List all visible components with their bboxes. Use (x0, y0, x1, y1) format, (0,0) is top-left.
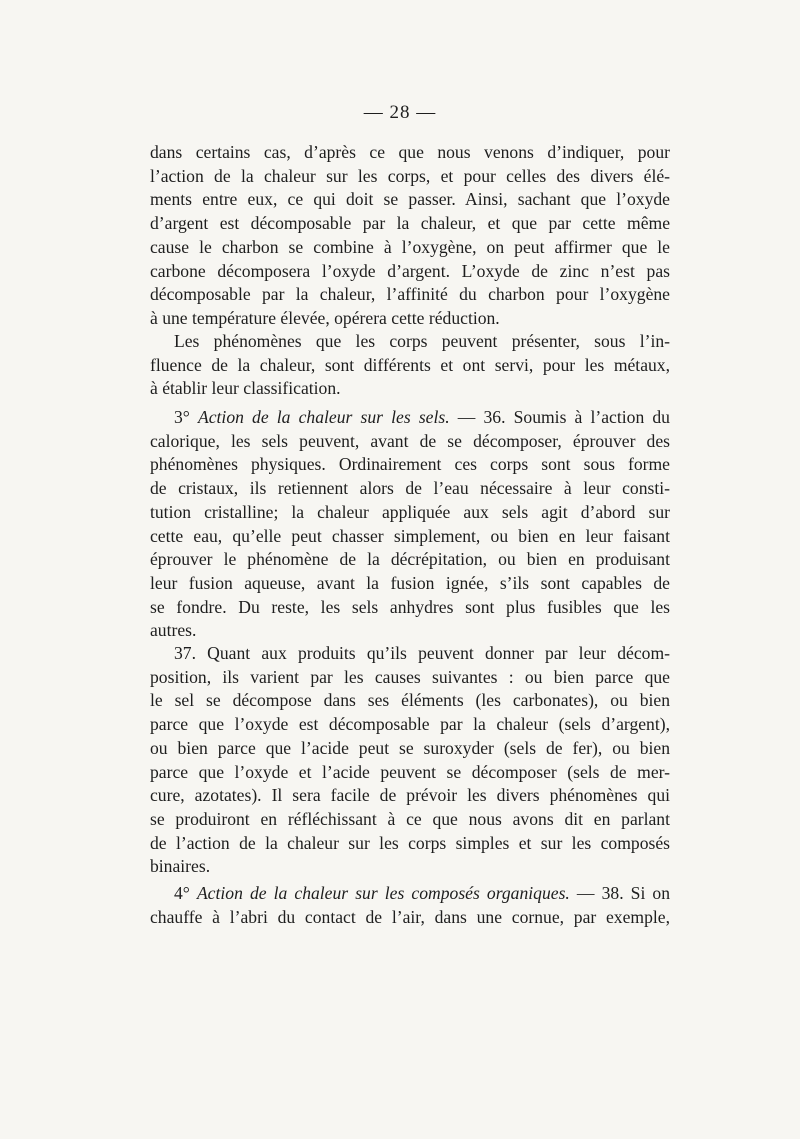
section-number: 4° (174, 883, 190, 903)
text-line: dans certains cas, d’après ce que nous venons d’indiquer, pour (150, 142, 670, 162)
text-line: parce que l’oxyde est décomposable par la chaleur (sels d’argent), (150, 714, 670, 735)
text-line: cure, azotates). Il sera facile de prévoir les divers phénomènes qui (150, 785, 670, 806)
text-line: Les phénomènes que les corps peuvent présenter, sous l’in- (174, 331, 670, 351)
text-line: l’action de la chaleur sur les corps, et pour celles des divers élé- (150, 165, 670, 186)
section-heading-rest: — 36. Soumis à l’action du (457, 407, 670, 427)
text-line: chauffe à l’abri du contact de l’air, dans une cornue, par exemple, (150, 906, 670, 927)
paragraph-2 (150, 330, 670, 401)
text-line: à une température élevée, opérera cette réduction. (150, 307, 500, 328)
text-line: éprouver le phénomène de la décrépitation, ou bien en produisant (150, 549, 670, 570)
text-line: cette eau, qu’elle peut chasser simplement, ou bien en leur faisant (150, 525, 670, 546)
text-line: phénomènes physiques. Ordinairement ces corps sont sous forme (150, 454, 670, 475)
text-line: tution cristalline; la chaleur appliquée aux sels agit d’abord sur (150, 501, 670, 522)
text-line: parce que l’oxyde et l’acide peuvent se décomposer (sels de mer- (150, 761, 670, 782)
paragraph-37 (150, 642, 670, 879)
section-heading-line (150, 882, 670, 906)
text-line: se fondre. Du reste, les sels anhydres sont plus fusibles que les (150, 596, 670, 617)
text-line: le sel se décompose dans ses éléments (les carbonates), ou bien (150, 690, 670, 711)
text-line: ou bien parce que l’acide peut se suroxyder (sels de fer), ou bien (150, 737, 670, 758)
text-line: à établir leur classification. (150, 378, 341, 399)
text-line: de l’action de la chaleur sur les corps simples et sur les composés (150, 832, 670, 853)
text-line: se produiront en réfléchissant à ce que nous avons dit en parlant (150, 808, 670, 829)
text-line: décomposable par la chaleur, l’affinité du charbon pour l’oxygène (150, 284, 670, 305)
section-number: 3° (174, 407, 190, 427)
text-line: calorique, les sels peuvent, avant de se décomposer, éprouver des (150, 430, 670, 451)
text-line: 37. Quant aux produits qu’ils peuvent donner par leur décom- (174, 643, 670, 663)
text-line: leur fusion aqueuse, avant la fusion ignée, s’ils sont capables de (150, 572, 670, 593)
text-line: cause le charbon se combine à l’oxygène, on peut affirmer que le (150, 236, 670, 257)
text-line: binaires. (150, 856, 211, 877)
text-line: d’argent est décomposable par la chaleur, et que par cette même (150, 213, 670, 234)
text-line: autres. (150, 620, 197, 641)
text-line: position, ils varient par les causes suivantes : ou bien parce que (150, 666, 670, 687)
page-number: — 28 — (363, 102, 437, 123)
section-4-organic (150, 882, 670, 929)
section-3-salts (150, 406, 670, 643)
section-title: Action de la chaleur sur les sels. (197, 407, 450, 427)
text-line: carbone décomposera l’oxyde d’argent. L’oxyde de zinc n’est pas (150, 260, 670, 281)
text-line: de cristaux, ils retiennent alors de l’eau nécessaire à leur consti- (150, 478, 670, 499)
section-heading-line (150, 406, 670, 430)
paragraph-1 (150, 141, 670, 331)
text-line: fluence de la chaleur, sont différents et ont servi, pour les métaux, (150, 354, 670, 375)
section-heading-rest: — 38. Si on (576, 883, 671, 903)
text-line: ments entre eux, ce qui doit se passer. Ainsi, sachant que l’oxyde (150, 189, 670, 210)
section-title: Action de la chaleur sur les composés organiques. (196, 883, 570, 903)
